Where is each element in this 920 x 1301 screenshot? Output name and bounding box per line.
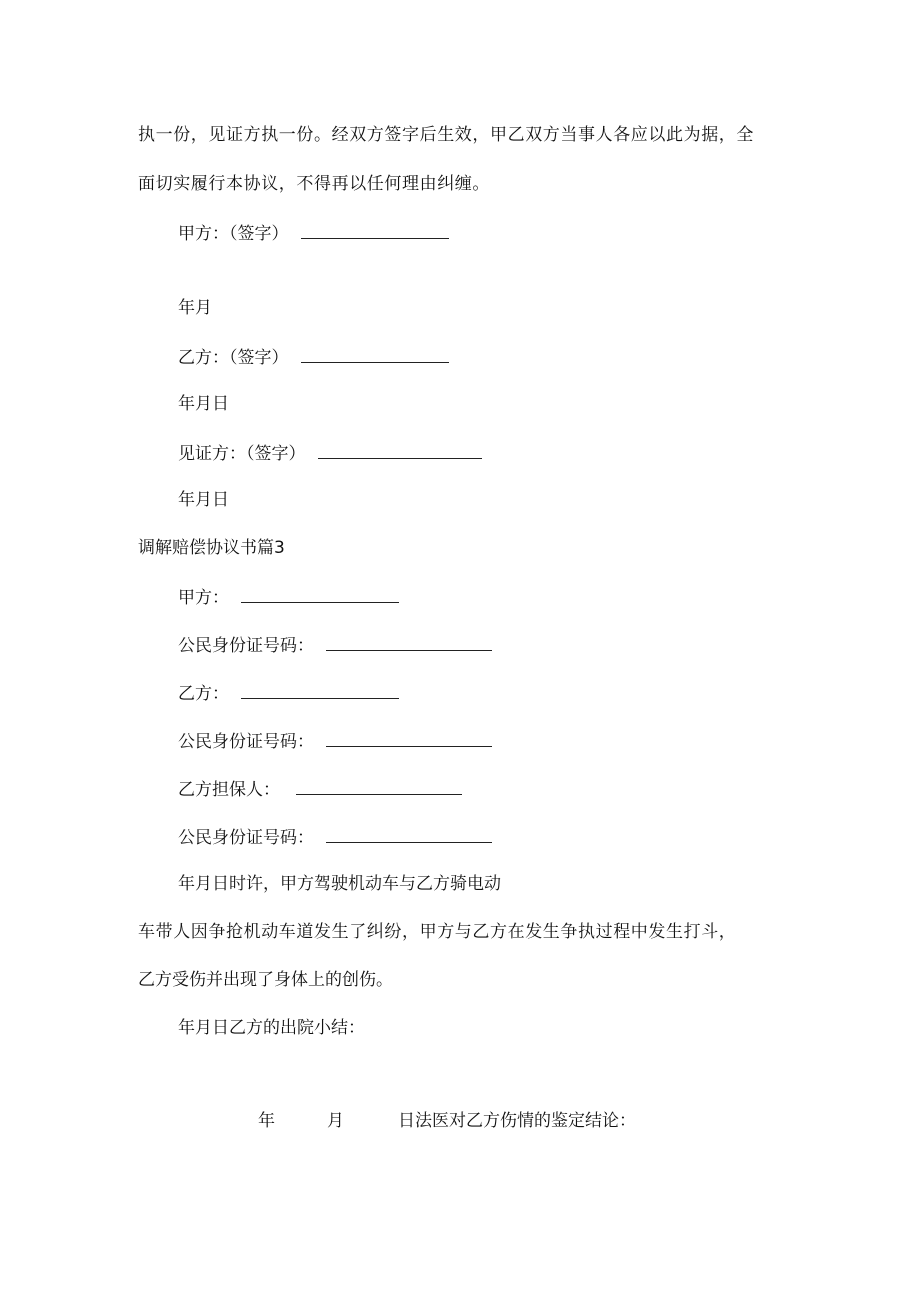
field-party-b [178, 681, 399, 705]
paragraph-line: 年月日乙方的出院小结： [178, 1018, 365, 1038]
field-id-number [178, 633, 492, 657]
field-blank[interactable] [241, 681, 399, 699]
paragraph-line: 执一份，见证方执一份。经双方签字后生效，甲乙双方当事人各应以此为据，全 [138, 125, 754, 145]
field-label: 甲方： [178, 588, 229, 608]
signature-label: 见证方：（签字） [178, 444, 306, 464]
field-label: 公民身份证号码： [178, 636, 314, 656]
date-line: 年月日 [178, 490, 229, 510]
paragraph-line: 面切实履行本协议，不得再以任何理由纠缠。 [138, 174, 490, 194]
field-guarantor [178, 777, 462, 801]
signature-party-a [178, 221, 449, 245]
field-blank[interactable] [241, 585, 399, 603]
forensic-month: 月 [327, 1111, 344, 1131]
field-id-number [178, 825, 492, 849]
field-blank[interactable] [326, 825, 492, 843]
date-line: 年月 [178, 298, 212, 318]
field-blank[interactable] [326, 633, 492, 651]
signature-blank[interactable] [318, 441, 482, 459]
forensic-text: 日法医对乙方伤情的鉴定结论： [398, 1111, 636, 1131]
signature-witness [178, 441, 482, 465]
forensic-year: 年 [258, 1111, 275, 1131]
field-label: 公民身份证号码： [178, 828, 314, 848]
paragraph-line: 车带人因争抢机动车道发生了纠纷，甲方与乙方在发生争执过程中发生打斗， [138, 922, 737, 942]
field-blank[interactable] [296, 777, 462, 795]
section-heading: 调解赔偿协议书篇3 [138, 538, 285, 558]
field-party-a [178, 585, 399, 609]
paragraph-line: 年月日时许，甲方驾驶机动车与乙方骑电动 [178, 874, 501, 894]
field-label: 乙方： [178, 684, 229, 704]
field-label: 乙方担保人： [178, 780, 280, 800]
field-blank[interactable] [326, 729, 492, 747]
field-label: 公民身份证号码： [178, 732, 314, 752]
signature-blank[interactable] [301, 221, 449, 239]
signature-label: 甲方：（签字） [178, 224, 289, 244]
field-id-number [178, 729, 492, 753]
signature-label: 乙方：（签字） [178, 348, 289, 368]
forensic-line [258, 1110, 636, 1132]
paragraph-line: 乙方受伤并出现了身体上的创伤。 [138, 970, 393, 990]
signature-blank[interactable] [301, 345, 449, 363]
signature-party-b [178, 345, 449, 369]
date-line: 年月日 [178, 394, 229, 414]
